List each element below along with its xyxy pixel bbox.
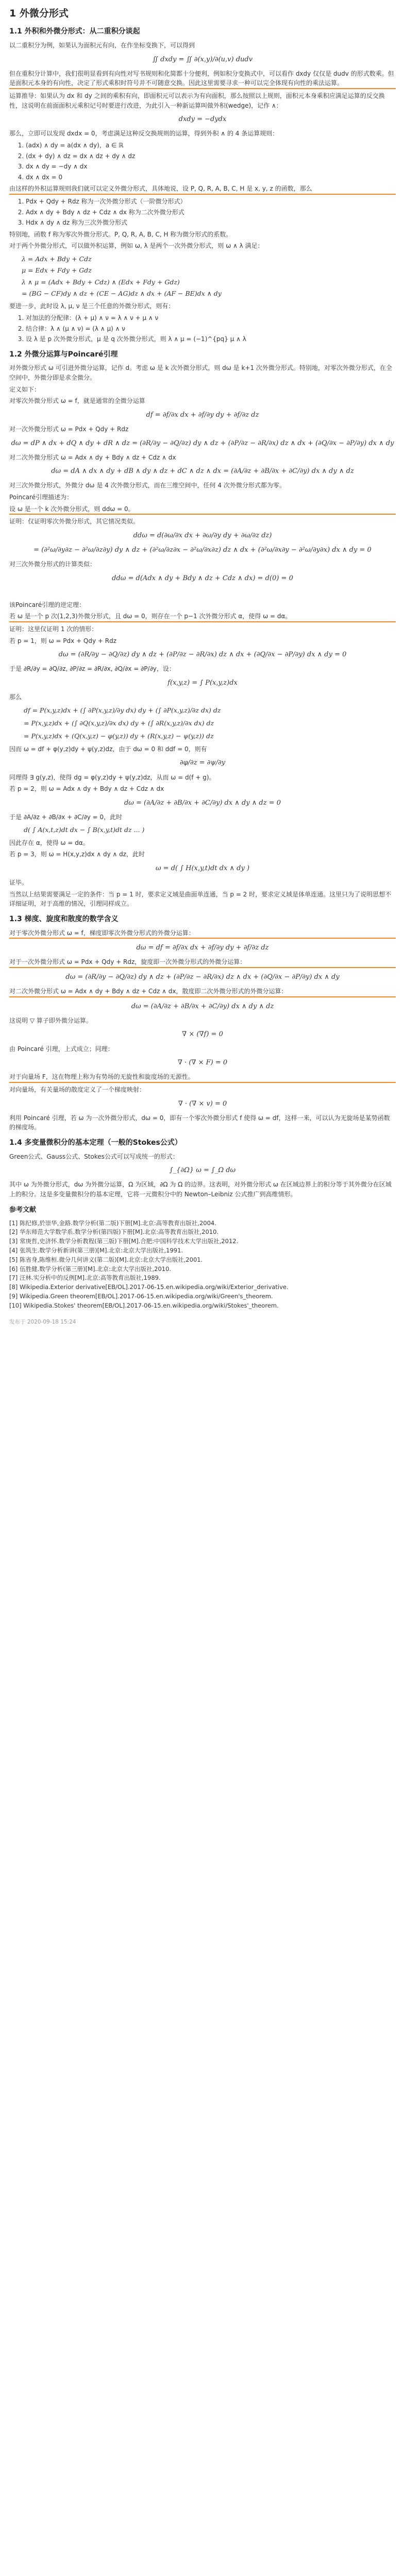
- list-item: 1. Pdx + Qdy + Rdz 称为一次外微分形式（一阶微分形式）: [26, 197, 396, 207]
- section-heading-1-4: 1.4 多变量微积分的基本定理（一般的Stokes公式）: [9, 1138, 182, 1147]
- paragraph: Poincaré引理描述为：: [9, 494, 73, 501]
- equation: dω = (∂A/∂z + ∂B/∂x + ∂C/∂y) dx ∧ dy ∧ dz = 0: [124, 799, 281, 807]
- section-heading-1-2: 1.2 外微分运算与Poincaré引理: [9, 350, 118, 359]
- equation: = P(x,y,z)dx + (∫ ∂Q(x,y,z)/∂x dx) dy + (∫ ∂R(x,y,z)/∂x dx) dz: [24, 719, 214, 727]
- paragraph: 要进一步，此时设 λ, μ, ν 是三个任意的外微分形式，则有：: [9, 302, 175, 310]
- paragraph: 定义如下：: [9, 385, 41, 393]
- paragraph: 对三次外微分形式，外微分 dω 是 4 次外微分形式，而在三维空间中，任何 4 次外微分形式都为零。: [9, 482, 285, 489]
- paragraph: 若 p = 1，则 ω = Pdx + Qdy + Rdz: [9, 637, 117, 645]
- paragraph: 对向量场，有关量场的散度定义了一个梯度映射：: [9, 1086, 146, 1093]
- equation-line: μ = Edx + Fdy + Gdz: [22, 266, 92, 275]
- paragraph: 那么，立即可以发现 dxdx = 0，考虑满足这种反交换规则的运算，得到外积 ∧ 的 4 条运算规则：: [9, 130, 279, 138]
- paragraph: 证明：这里仅证明 1 次的情形：: [9, 625, 98, 633]
- paragraph: 若 p = 3，则 ω = H(x,y,z)dx ∧ dy ∧ dz，此时: [9, 851, 145, 858]
- list-item: 2. Adx ∧ dy + Bdy ∧ dz + Cdz ∧ dx 称为二次外微分形式: [26, 208, 396, 217]
- reference-item: [7] 汪林.实分析中的反例[M].北京:高等教育出版社,1989.: [9, 1274, 161, 1282]
- references-heading: 参考文献: [9, 1206, 37, 1214]
- paragraph: 因而 ω = df + φ(y,z)dy + ψ(y,z)dz，由于 dω = 0 和 ddf = 0，则有: [9, 745, 207, 753]
- paragraph: Green公式、Gauss公式、Stokes公式可以写成统一的形式：: [9, 1153, 179, 1160]
- reference-item: [10] Wikipedia.Stokes' theorem[EB/OL].2017-06-15.en.wikipedia.org/wiki/Stokes'_theorem.: [9, 1301, 279, 1309]
- paragraph: 该Poincaré引理的逆定理：: [9, 601, 86, 608]
- rule-list: [19, 141, 396, 182]
- paragraph: 对三次外微分形式的计算类似：: [9, 561, 96, 568]
- equation: f(x,y,z) = ∫ P(x,y,z)dx: [167, 679, 238, 687]
- equation: ∬ dxdy = ∬ ∂(x,y)/∂(u,v) dudv: [152, 55, 253, 63]
- equation: dω = dA ∧ dx ∧ dy + dB ∧ dy ∧ dz + dC ∧ dz ∧ dx = (∂A/∂z + ∂B/∂x + ∂C/∂y) dx ∧ dy ∧ dz: [51, 467, 354, 476]
- paragraph: 特别地，函数 f 称为零次外微分形式。P, Q, R, A, B, C, H 称为微分形式的系数。: [9, 230, 232, 238]
- paragraph: 以二重积分为例，如果认为面积元有向，在作坐标变换下，可以得到: [9, 42, 195, 49]
- equation: dω = dP ∧ dx + dQ ∧ dy + dR ∧ dz = (∂R/∂y − ∂Q/∂z) dy ∧ dz + (∂P/∂z − ∂R/∂x) dz ∧ dx + (∂Q/∂x − ∂P/∂y) dx ∧ dy: [11, 439, 394, 447]
- paragraph-highlighted: 对于零次外微分形式 ω = f，梯度即零次外微分形式的外微分运算：: [9, 928, 396, 939]
- equation: ∇ · (∇ × v) = 0: [178, 1099, 227, 1108]
- equation: dω = (∂R/∂y − ∂Q/∂z) dy ∧ dz + (∂P/∂z − ∂R/∂x) dz ∧ dx + (∂Q/∂x − ∂P/∂y) dx ∧ dy = 0: [58, 651, 347, 659]
- list-item: 1. (adx) ∧ dy = a(dx ∧ dy)，a ∈ ℝ: [26, 141, 396, 150]
- reference-item: [2] 华东师范大学数学系.数学分析(第四版)下册[M].北京:高等教育出版社,2010.: [9, 1228, 219, 1236]
- paragraph: 对于两个外微分形式，可以做外积运算，例如 ω, λ 是两个一次外微分形式，则 ω ∧ λ 满足：: [9, 242, 264, 250]
- equation: df = P(x,y,z)dx + (∫ ∂P(x,y,z)/∂y dx) dy + (∫ ∂P(x,y,z)/∂z dx) dz: [24, 706, 221, 714]
- reference-item: [3] 常庚哲,史济怀.数学分析教程(第三版)下册[M].合肥:中国科学技术大学出版社,2012.: [9, 1238, 239, 1245]
- paragraph: 运算推导：如果认为 dx 和 dy 之间的乘积有向，即面积元可以表示为有向面积，那么按照以上规则，面积元本身乘积应满足运算的反交换性，这说明在前面面积元乘积记号时要进行改进，为此引入一种新运算叫做外积(wedge)，记作 ∧：: [9, 92, 385, 109]
- paragraph-highlighted: 对于一次外微分形式 ω = Pdx + Qdy + Rdz，旋度即一次外微分形式的外微分运算：: [9, 957, 396, 968]
- paragraph: 这说明 ▽ 算子即外微分运算。: [9, 1016, 92, 1024]
- paragraph-highlighted: 由这样的外积运算规则我们就可以定义外微分形式，具体地说，设 P, Q, R, A, B, C, H 是 x, y, z 的函数，那么: [9, 184, 396, 195]
- list-item: 1. 对加法的分配律：(λ + μ) ∧ ν = λ ∧ ν + μ ∧ ν: [26, 313, 396, 323]
- equation: ∫_{∂Ω} ω = ∫_Ω dω: [169, 1166, 236, 1175]
- equation: = P(x,y,z)dx + (Q(x,y,z) − φ(y,z)) dy + (R(x,y,z) − ψ(y,z)) dz: [24, 732, 214, 740]
- list-item: 2. (dx + dy) ∧ dz = dx ∧ dz + dy ∧ dz: [26, 151, 396, 161]
- paragraph: 证明：仅证明零次外微分形式，其它情况类似。: [9, 518, 140, 526]
- equation: ∇ × (∇f) = 0: [182, 1030, 223, 1039]
- equation: ∇ · (∇ × F) = 0: [177, 1059, 228, 1067]
- equation-line: λ = Adx + Bdy + Cdz: [22, 255, 92, 263]
- paragraph: 同理得 ∃ g(y,z)，使得 dg = φ(y,z)dy + ψ(y,z)dz，从而 ω = d(f + g)。: [9, 773, 215, 781]
- paragraph: 利用 Poincaré 引理，若 ω 为一次外微分形式，dω = 0，即有一个零次外微分形式 f 使得 ω = df，这样一来，可以认为无旋场是某势函数的梯度场。: [9, 1114, 390, 1131]
- section-heading-1-1: 1.1 外积和外微分形式：从二重积分谈起: [9, 27, 140, 36]
- equation: ω = d( ∫ H(x,y,t)dt dx ∧ dy ): [155, 865, 250, 873]
- form-list: [19, 197, 396, 228]
- paragraph: 那么: [9, 693, 22, 701]
- equation: ddω = d(∂ω/∂x dx + ∂ω/∂y dy + ∂ω/∂z dz): [133, 531, 272, 539]
- paragraph-highlighted: 若 ω 是一个 p 次(1,2,3)外微分形式，且 dω = 0，则存在一个 p−1 次外微分形式 α，使得 ω = dα。: [9, 612, 396, 622]
- reference-item: [8] Wikipedia.Exterior derivative[EB/OL].2017-06-15.en.wikipedia.org/wiki/Exterior_derivative.: [9, 1283, 289, 1291]
- list-item: 2. 结合律：λ ∧ (μ ∧ ν) = (λ ∧ μ) ∧ ν: [26, 324, 396, 334]
- paragraph: 对零次外微分形式 ω = f，就是通常的全微分运算: [9, 397, 145, 405]
- list-item: 3. dx ∧ dy = −dy ∧ dx: [26, 162, 396, 172]
- property-list: [19, 313, 396, 344]
- list-item: 4. dx ∧ dx = 0: [26, 173, 396, 182]
- paragraph: 由 Poincaré 引理，上式成立；同理：: [9, 1045, 114, 1053]
- paragraph: 因此存在 α，使得 ω = dα。: [9, 839, 89, 846]
- list-item: 3. Hdx ∧ dy ∧ dz 称为三次外微分形式: [26, 218, 396, 228]
- paragraph: 对一次外微分形式 ω = Pdx + Qdy + Rdz: [9, 425, 129, 433]
- reference-item: [6] 伍胜健.数学分析(第三册)[M].北京:北京大学出版社,2010.: [9, 1265, 172, 1273]
- paragraph: 于是 ∂A/∂z + ∂B/∂x + ∂C/∂y = 0，此时: [9, 813, 123, 821]
- paragraph: 于是 ∂R/∂y = ∂Q/∂z, ∂P/∂z = ∂R/∂x, ∂Q/∂x = ∂P/∂y，设：: [9, 665, 175, 673]
- paragraph-highlighted: 对二次外微分形式 ω = Adx ∧ dy + Bdy ∧ dz + Cdz ∧ dx，散度即二次外微分形式的外微分运算：: [9, 987, 396, 997]
- equation-line: λ ∧ μ = (Adx + Bdy + Cdz) ∧ (Edx + Fdy + Gdz): [22, 278, 180, 286]
- paragraph: 证毕。: [9, 879, 28, 887]
- equation: = (∂²ω/∂y∂z − ∂²ω/∂z∂y) dy ∧ dz + (∂²ω/∂z∂x − ∂²ω/∂x∂z) dz ∧ dx + (∂²ω/∂x∂y − ∂²ω/∂y∂x) dx ∧ dy = 0: [33, 546, 372, 554]
- equation: df = ∂f/∂x dx + ∂f/∂y dy + ∂f/∂z dz: [146, 411, 259, 419]
- equation: dω = (∂R/∂y − ∂Q/∂z) dy ∧ dz + (∂P/∂z − ∂R/∂x) dz ∧ dx + (∂Q/∂x − ∂P/∂y) dx ∧ dy: [65, 973, 340, 981]
- equation: ∂φ/∂z = ∂ψ/∂y: [179, 759, 226, 767]
- paragraph-highlighted: 但在重积分计算中，我们很明显看到有向性对写书规则和化简都十分便利，例如积分变换式中，可以看作 dxdy 仅仅是 dudv 的形式数乘。但是面积元本身的有向性，决定了形式乘积时符号并不可随意交换。因此这里需要寻求一种可以完全体现有向性的乘法运算。: [9, 69, 396, 89]
- doc-title: 1 外微分形式: [9, 8, 69, 19]
- section-heading-1-3: 1.3 梯度、旋度和散度的数学含义: [9, 914, 119, 923]
- equation: d( ∫ A(x,t,z)dt dx − ∫ B(x,y,t)dt dz ... ): [24, 826, 145, 834]
- equation: dω = df = ∂f/∂x dx + ∂f/∂y dy + ∂f/∂z dz: [136, 944, 269, 952]
- paragraph: 当然以上结果需要满足一定的条件：当 p = 1 时，要求定义域是曲面单连通，当 p = 2 时，要求定义域是体单连通。这里只为了说明思想不详细证明，对于高维的情况，引理同样成立。: [9, 890, 392, 908]
- equation-block: [22, 254, 396, 299]
- equation: ddω = d(Adx ∧ dy + Bdy ∧ dz + Cdz ∧ dx) = d(0) = 0: [112, 574, 293, 582]
- reference-item: [4] 张筑生.数学分析新讲(第三册)[M].北京:北京大学出版社,1991.: [9, 1247, 183, 1255]
- references-list: [9, 1219, 396, 1311]
- equation-line: = (BG − CF)dy ∧ dz + (CE − AG)dz ∧ dx + (AF − BE)dx ∧ dy: [22, 290, 222, 298]
- list-item: 3. 设 λ 是 p 次外微分形式，μ 是 q 次外微分形式，则 λ ∧ μ = (−1)^{pq} μ ∧ λ: [26, 334, 396, 344]
- equation: dω = (∂A/∂z + ∂B/∂x + ∂C/∂y) dx ∧ dy ∧ dz: [131, 1002, 274, 1010]
- reference-item: [9] Wikipedia.Green theorem[EB/OL].2017-06-15.en.wikipedia.org/wiki/Green's_theorem.: [9, 1293, 273, 1300]
- paragraph-highlighted: 对于向量场 F，这在物理上称为有势场的无旋性和旋度场的无源性。: [9, 1072, 396, 1083]
- paragraph: 其中 ω 为外微分形式，dω 为外微分运算，Ω 为区域，∂Ω 为 Ω 的边界。这表明，对外微分形式 ω 在区域边界上的积分等于其外微分在区域上的积分。这是多变量微积分的基本定理，它将一元微积分中的 Newton–Leibniz 公式推广到高维情形。: [9, 1181, 392, 1198]
- equation: dxdy = −dydx: [178, 115, 227, 124]
- paragraph: 对二次外微分形式 ω = Adx ∧ dy + Bdy ∧ dz + Cdz ∧ dx: [9, 453, 176, 461]
- publish-date: 发布于 2020-09-18 15:24: [9, 1318, 76, 1325]
- reference-item: [5] 陈省身,陈维桓.微分几何讲义(第二版)[M].北京:北京大学出版社,2001.: [9, 1256, 203, 1263]
- paragraph: 若 p = 2，则 ω = Adx ∧ dy + Bdy ∧ dz + Cdz ∧ dx: [9, 785, 164, 793]
- reference-item: [1] 陈纪修,於崇华,金路.数学分析(第二版)下册[M].北京:高等教育出版社,2004.: [9, 1219, 216, 1227]
- paragraph-highlighted: 设 ω 是一个 k 次外微分形式，则 ddω = 0。: [9, 504, 396, 515]
- paragraph: 对外微分形式 ω 可引进外微分运算，记作 d。考虑 ω 是 k 次外微分形式，则 dω 是 k+1 次外微分形式。特别地，对零次外微分形式，在全空间中，外微分即是求全微分。: [9, 364, 392, 382]
